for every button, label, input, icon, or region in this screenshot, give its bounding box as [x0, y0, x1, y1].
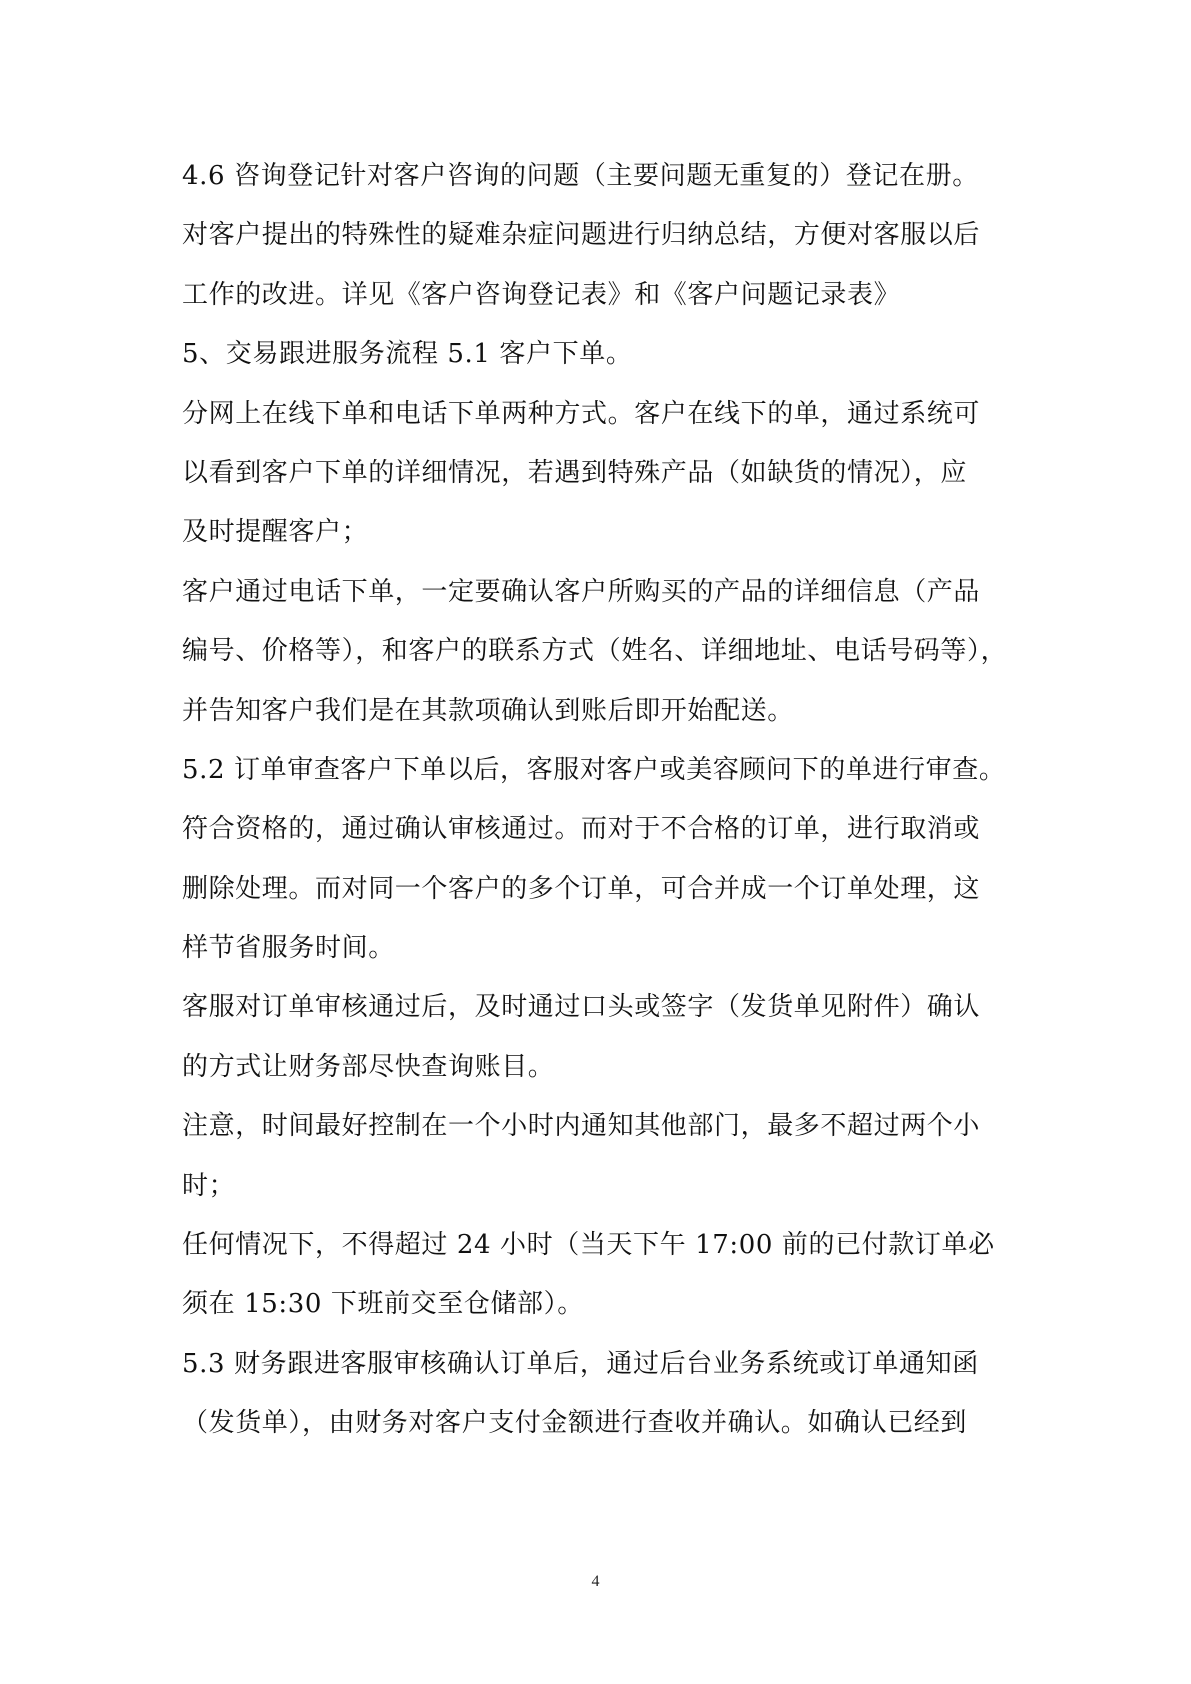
text-line: 的方式让财务部尽快查询账目。 [182, 1051, 555, 1082]
text-line: 须在 15:30 下班前交至仓储部）。 [182, 1289, 584, 1320]
text-line: 样节省服务时间。 [182, 933, 395, 964]
text-line: 并告知客户我们是在其款项确认到账后即开始配送。 [182, 695, 794, 726]
text-line: 5、交易跟进服务流程 5.1 客户下单。 [182, 339, 633, 370]
text-line: 客服对订单审核通过后，及时通过口头或签字（发货单见附件）确认 [182, 992, 981, 1023]
page-number: 4 [591, 1573, 600, 1590]
text-line: 对客户提出的特殊性的疑难杂症问题进行归纳总结，方便对客服以后 [182, 220, 981, 251]
text-line: （发货单），由财务对客户支付金额进行查收并确认。如确认已经到 [182, 1408, 968, 1439]
text-line: 删除处理。而对同一个客户的多个订单，可合并成一个订单处理，这 [182, 873, 981, 904]
text-line: 工作的改进。详见《客户咨询登记表》和《客户问题记录表》 [182, 279, 901, 310]
text-line: 注意，时间最好控制在一个小时内通知其他部门，最多不超过两个小 [182, 1111, 981, 1142]
text-line: 任何情况下，不得超过 24 小时（当天下午 17:00 前的已付款订单必 [182, 1230, 995, 1261]
text-line: 分网上在线下单和电话下单两种方式。客户在线下的单，通过系统可 [182, 398, 981, 429]
text-line: 5.3 财务跟进客服审核确认订单后，通过后台业务系统或订单通知函 [182, 1348, 979, 1379]
text-line: 以看到客户下单的详细情况，若遇到特殊产品（如缺货的情况），应 [182, 457, 968, 488]
document-body [182, 147, 1017, 1454]
text-line: 5.2 订单审查客户下单以后，客服对客户或美容顾问下的单进行审查。 [182, 754, 1006, 785]
text-line: 时； [182, 1170, 236, 1201]
text-line: 客户通过电话下单，一定要确认客户所购买的产品的详细信息（产品 [182, 576, 981, 607]
text-line: 编号、价格等），和客户的联系方式（姓名、详细地址、电话号码等）， [182, 636, 1008, 667]
text-line: 符合资格的，通过确认审核通过。而对于不合格的订单，进行取消或 [182, 814, 981, 845]
text-line: 及时提醒客户； [182, 517, 369, 548]
text-line: 4.6 咨询登记针对客户咨询的问题（主要问题无重复的）登记在册。 [182, 161, 979, 191]
